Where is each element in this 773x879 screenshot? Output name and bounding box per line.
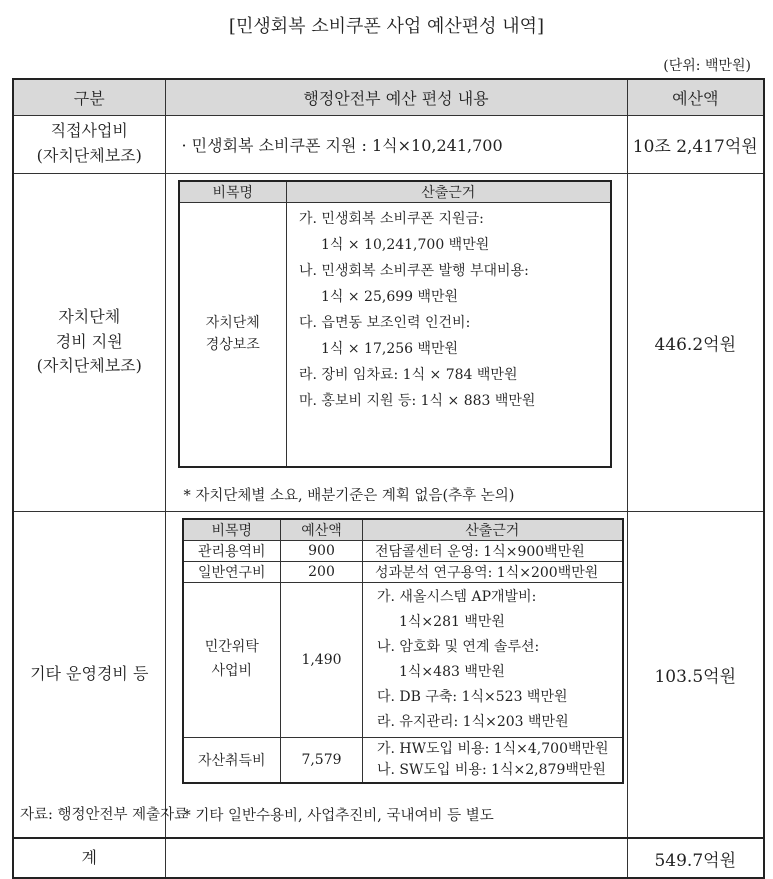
header-content: 행정안전부 예산 편성 내용 xyxy=(165,79,627,115)
document-title: [민생회복 소비쿠폰 사업 예산편성 내역] xyxy=(228,16,545,37)
category-line: (자치단체보조) xyxy=(36,356,142,376)
basis-line: 다. DB 구축: 1식×523 백만원 xyxy=(377,689,568,705)
table-row-total xyxy=(13,838,764,878)
amount-cell: 446.2억원 xyxy=(627,173,764,511)
item-cell: 관리용역비 xyxy=(183,541,281,562)
sub-table-row xyxy=(183,738,623,784)
basis-line: 라. 장비 임차료: 1식 × 784 백만원 xyxy=(299,367,518,383)
basis-cell: 성과분석 연구용역: 1식×200백만원 xyxy=(363,562,623,583)
content-cell xyxy=(165,173,627,511)
unit-label: (단위: 백만원) xyxy=(663,58,751,74)
total-label: 계 xyxy=(13,838,165,878)
category-cell xyxy=(13,115,165,173)
table-row-local-gov xyxy=(13,173,764,511)
basis-line: 가. 민생회복 소비쿠폰 지원금: xyxy=(299,211,484,227)
sub-header-basis: 산출근거 xyxy=(363,519,623,541)
basis-line: 1식 × 17,256 백만원 xyxy=(321,341,459,357)
sub-table-row xyxy=(183,541,623,562)
basis-cell xyxy=(363,738,623,784)
note-text: * 자치단체별 소요, 배분기준은 계획 없음(추후 논의) xyxy=(183,487,515,504)
budget-cell: 200 xyxy=(281,562,363,583)
category-line: 자치단체 xyxy=(58,306,121,326)
basis-line: 나. 암호화 및 연계 솔루션: xyxy=(377,639,540,655)
basis-line: 마. 홍보비 지원 등: 1식 × 883 백만원 xyxy=(299,393,536,409)
table-row-direct xyxy=(13,115,764,173)
sub-header-basis: 산출근거 xyxy=(287,181,611,203)
sub-header-item: 비목명 xyxy=(179,181,287,203)
basis-line: 1식×281 백만원 xyxy=(399,614,505,630)
basis-cell xyxy=(287,203,611,467)
basis-line: 1식 × 10,241,700 백만원 xyxy=(321,237,490,253)
item-cell: 자산취득비 xyxy=(183,738,281,784)
source-note: 자료: 행정안전부 제출자료 xyxy=(20,807,189,823)
basis-line: 나. SW도입 비용: 1식×2,879백만원 xyxy=(377,762,606,778)
sub-header-budget: 예산액 xyxy=(281,519,363,541)
amount-cell: 103.5억원 xyxy=(627,511,764,838)
basis-line: 다. 읍면동 보조인력 인건비: xyxy=(299,315,471,331)
budget-table xyxy=(12,78,765,879)
sub-table-row xyxy=(183,562,623,583)
category-cell xyxy=(13,173,165,511)
content-cell xyxy=(165,838,627,878)
basis-cell: 전담콜센터 운영: 1식×900백만원 xyxy=(363,541,623,562)
item-cell xyxy=(183,583,281,738)
total-amount: 549.7억원 xyxy=(627,838,764,878)
item-cell xyxy=(179,203,287,467)
item-line: 사업비 xyxy=(211,663,253,679)
basis-line: 나. 민생회복 소비쿠폰 발행 부대비용: xyxy=(299,263,529,279)
budget-cell: 1,490 xyxy=(281,583,363,738)
category-line: 직접사업비 xyxy=(50,121,128,141)
basis-line: 1식 × 25,699 백만원 xyxy=(321,289,459,305)
basis-cell xyxy=(363,583,623,738)
note-text: * 기타 일반수용비, 사업추진비, 국내여비 등 별도 xyxy=(183,808,494,824)
category-cell: 기타 운영경비 등 xyxy=(13,511,165,838)
table-row-other xyxy=(13,511,764,838)
budget-cell: 900 xyxy=(281,541,363,562)
item-cell: 일반연구비 xyxy=(183,562,281,583)
item-line: 민간위탁 xyxy=(204,639,259,656)
content-cell xyxy=(165,115,627,173)
content-text: · 민생회복 소비쿠폰 지원 : 1식×10,241,700 xyxy=(181,135,503,155)
table-header-row xyxy=(13,79,764,115)
category-line: 경비 지원 xyxy=(55,331,123,351)
basis-line: 가. 새올시스템 AP개발비: xyxy=(377,589,537,605)
sub-table-local-gov xyxy=(178,180,612,468)
basis-line: 라. 유지관리: 1식×203 백만원 xyxy=(377,714,569,730)
amount-cell: 10조 2,417억원 xyxy=(627,115,764,173)
sub-table-other xyxy=(182,518,624,785)
item-line: 자치단체 xyxy=(205,314,260,331)
budget-cell: 7,579 xyxy=(281,738,363,784)
basis-line: 1식×483 백만원 xyxy=(399,664,505,680)
category-line: (자치단체보조) xyxy=(36,146,142,165)
sub-table-row xyxy=(183,583,623,738)
item-line: 경상보조 xyxy=(205,337,260,354)
header-category: 구분 xyxy=(13,79,165,115)
content-cell xyxy=(165,511,627,838)
basis-line: 가. HW도입 비용: 1식×4,700백만원 xyxy=(377,741,609,757)
header-amount: 예산액 xyxy=(627,79,764,115)
sub-header-item: 비목명 xyxy=(183,519,281,541)
